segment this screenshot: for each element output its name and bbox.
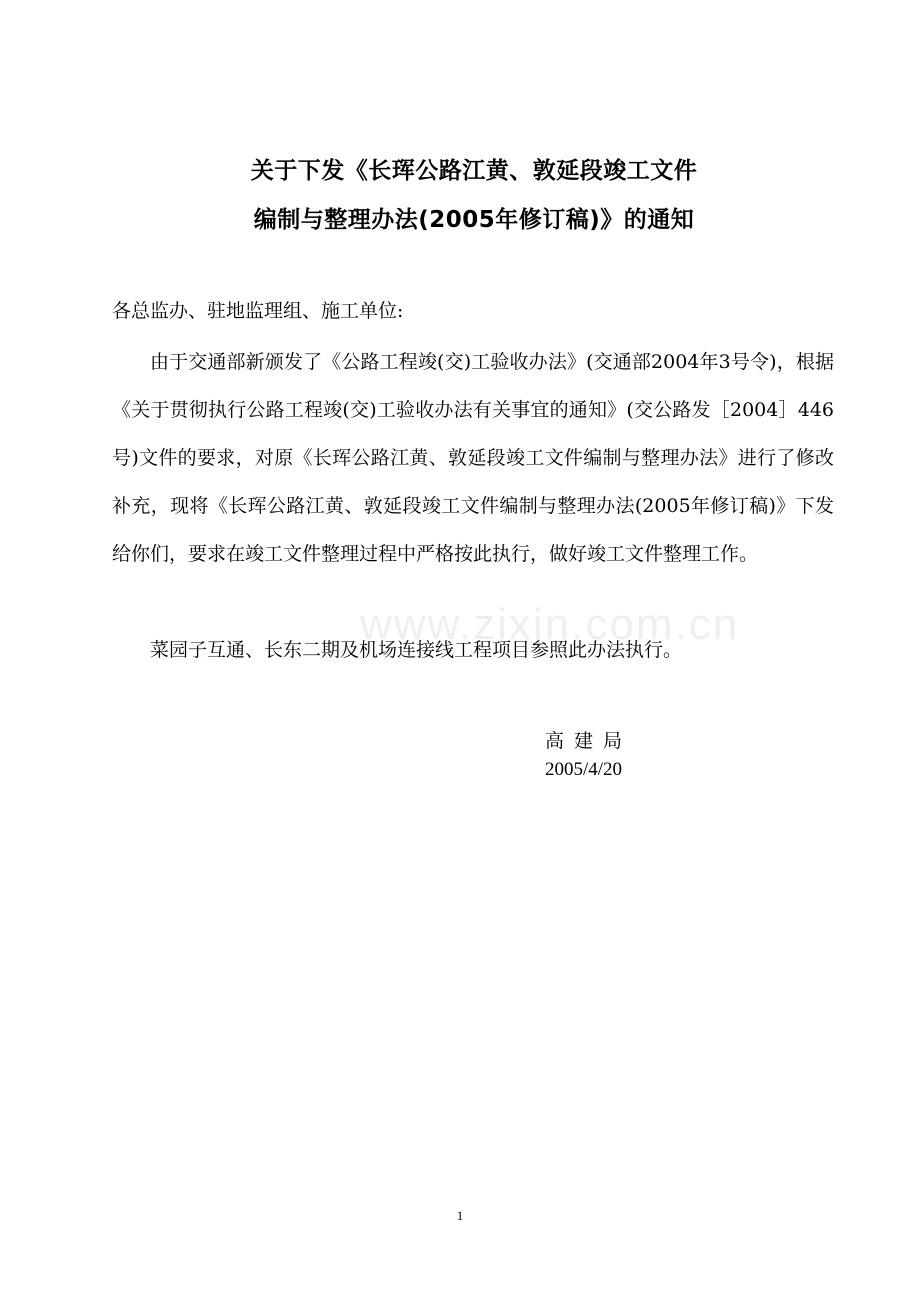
salutation: 各总监办、驻地监理组、施工单位: [112, 300, 404, 322]
body-paragraph-1: 由于交通部新颁发了《公路工程竣(交)工验收办法》(交通部2004年3号令)，根据《关于贯彻执行公路工程竣(交)工验收办法有关事宜的通知》(交公路发［2004］446号)文件的要求，对原《长珲公路江黄、敦延段竣工文件编制与整理办法》进行了修改补充，现将《长珲公路江黄、敦延段竣工文件编制与整理办法(2005年修订稿)》下发给你们，要求在竣工文件整理过程中严格按此执行，做好竣工文件整理工作。 [112, 351, 834, 565]
signature-organization: 高建局 [545, 730, 633, 752]
body-paragraph-2: 菜园子互通、长东二期及机场连接线工程项目参照此办法执行。 [150, 639, 683, 661]
watermark: www.zixin.com.cn [360, 600, 740, 649]
document-title-line1: 关于下发《长珲公路江黄、敦延段竣工文件 [250, 158, 698, 184]
signature-date: 2005/4/20 [545, 759, 623, 780]
document-title-line2: 编制与整理办法(2005年修订稿)》的通知 [253, 207, 695, 233]
page-number: 1 [456, 1208, 464, 1223]
